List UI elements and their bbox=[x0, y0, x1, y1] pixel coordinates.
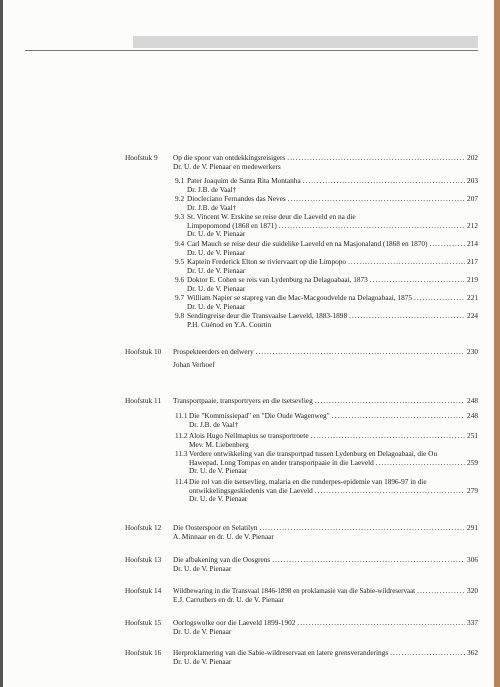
section-entry bbox=[175, 240, 478, 257]
section-title: Doktor E. Cohen se reis van Lydenburg na Delagoabaai, 1873 bbox=[187, 275, 368, 284]
section-number: 9.5 bbox=[175, 257, 185, 266]
section-title: Kaptein Frederick Elton se riviervaart op die Limpopo bbox=[187, 257, 347, 266]
chapter-title: Op die spoor van ontdekkingsreisigers bbox=[173, 153, 286, 162]
section-number: 9.8 bbox=[175, 311, 185, 320]
section-title-continued: ontwikkelingsgeskiedenis van die Laeveld bbox=[189, 485, 313, 495]
section-number: 9.2 bbox=[175, 194, 185, 203]
chapter-author: Johan Verhoef bbox=[173, 359, 215, 369]
section-title: Sendingreise deur die Transvaalse Laeveld, 1883-1898 bbox=[187, 311, 348, 320]
chapter-entry bbox=[173, 649, 478, 666]
section-entry bbox=[175, 478, 478, 504]
section-entry bbox=[175, 312, 478, 329]
chapter-author: A. Minnaar en dr. U. de V. Pienaar bbox=[173, 531, 274, 541]
section-author: Dr. U. de V. Pienaar bbox=[189, 494, 248, 504]
chapter-author: Dr. U. de V. Pienaar bbox=[173, 626, 232, 636]
page-number: 306 bbox=[467, 555, 478, 564]
chapter-label: Hoofstuk 13 bbox=[125, 555, 162, 564]
chapter-label: Hoofstuk 12 bbox=[125, 523, 162, 532]
chapter-label: Hoofstuk 10 bbox=[125, 347, 162, 356]
section-entry bbox=[175, 258, 478, 275]
section-number: 11.2 bbox=[175, 431, 188, 440]
page-number: 221 bbox=[467, 293, 478, 302]
section-author: Dr. U. de V. Pienaar bbox=[189, 466, 248, 476]
section-author: Dr. U. de V. Pienaar bbox=[187, 229, 246, 239]
section-title: Carl Mauch se reise deur die suidelike Laeveld en na Masjonaland (1868 en 1870) bbox=[187, 239, 428, 248]
section-title: Die rol van die tsetsevlieg, malaria en die runderpes-epidemie van 1896-97 in die bbox=[189, 477, 427, 486]
section-number: 11.1 bbox=[175, 411, 188, 420]
section-number: 9.1 bbox=[175, 176, 185, 185]
section-title: Die "Kommissiepad" en "Die Oude Wagenweg" bbox=[189, 411, 330, 420]
section-title: St. Vincent W. Erskine se reise deur die Laeveld en na die bbox=[187, 212, 356, 221]
page-number: 217 bbox=[467, 257, 478, 266]
page-number: 291 bbox=[467, 523, 478, 532]
section-title: Alois Hugo Nellmapius se transportroete bbox=[189, 431, 309, 440]
chapter-label: Hoofstuk 16 bbox=[125, 648, 162, 657]
section-entry bbox=[175, 294, 478, 311]
chapter-label: Hoofstuk 9 bbox=[125, 153, 158, 162]
chapter-entry bbox=[173, 619, 478, 636]
page-number: 219 bbox=[467, 275, 478, 284]
section-title-continued: Hawepad, Long Tompas en ander transportpaaie in die Laeveld bbox=[189, 457, 374, 467]
chapter-author: E.J. Carruthers en dr. U. de V. Pienaar bbox=[173, 594, 284, 604]
section-entry bbox=[175, 412, 478, 429]
chapter-entry bbox=[173, 397, 478, 406]
table-of-contents bbox=[3, 0, 494, 687]
section-author: Dr. U. de V. Pienaar bbox=[187, 247, 246, 257]
section-entry bbox=[175, 195, 478, 212]
page-number: 212 bbox=[467, 220, 478, 230]
chapter-entry bbox=[173, 587, 478, 604]
chapter-title: Die afbakening van die Oosgrens bbox=[173, 555, 271, 564]
page-number: 214 bbox=[467, 239, 478, 248]
chapter-entry bbox=[173, 524, 478, 541]
chapter-entry bbox=[173, 556, 478, 573]
section-number: 9.7 bbox=[175, 293, 185, 302]
page-number: 230 bbox=[467, 347, 478, 356]
chapter-author: Dr. U. de V. Pienaar en medewerkers bbox=[173, 161, 281, 171]
page-number: 224 bbox=[467, 311, 478, 320]
page-number: 362 bbox=[467, 648, 478, 657]
section-entry bbox=[175, 213, 478, 239]
chapter-label: Hoofstuk 14 bbox=[125, 586, 162, 595]
chapter-title: Herproklamering van die Sabie-wildreservaat en latere grensveranderings bbox=[173, 648, 389, 657]
section-author: Dr. J.B. de Vaal† bbox=[187, 202, 237, 212]
book-page bbox=[3, 0, 494, 687]
chapter-label: Hoofstuk 11 bbox=[125, 396, 162, 405]
chapter-title: Wildbewaring in die Transvaal 1846-1898 en proklamasie van die Sabie-wildreservaat bbox=[173, 587, 416, 595]
chapter-author: Dr. U. de V. Pienaar bbox=[173, 563, 232, 573]
chapter-title: Die Oosterspoor en Selatilyn bbox=[173, 523, 258, 532]
section-author: Dr. U. de V. Pienaar bbox=[187, 283, 246, 293]
section-entry bbox=[175, 450, 478, 476]
section-number: 9.3 bbox=[175, 212, 185, 221]
section-number: 11.4 bbox=[175, 477, 188, 486]
chapter-author: Dr. U. de V. Pienaar bbox=[173, 656, 232, 666]
section-title: Diocleciano Fernandes das Neves bbox=[187, 194, 286, 203]
section-author: Mev. M. Liebenberg bbox=[189, 439, 249, 449]
section-entry bbox=[175, 177, 478, 194]
section-author: Dr. U. de V. Pienaar bbox=[187, 301, 246, 311]
section-title: Pater Joaquim de Santa Rita Montanha bbox=[187, 176, 301, 185]
page-number: 203 bbox=[467, 176, 478, 185]
section-author: Dr. U. de V. Pienaar bbox=[187, 265, 246, 275]
page-number: 337 bbox=[467, 618, 478, 627]
section-title: William Napier se stapreg van die Mac-Macgoudvelde na Delagoabaai, 1875 bbox=[187, 293, 413, 302]
section-entry bbox=[175, 276, 478, 293]
page-number: 320 bbox=[467, 586, 478, 595]
section-number: 9.6 bbox=[175, 275, 185, 284]
section-author: Dr. J.B. de Vaal† bbox=[189, 419, 239, 429]
chapter-title: Oorlogswolke oor die Laeveld 1899-1902 bbox=[173, 618, 296, 627]
chapter-entry bbox=[173, 154, 478, 171]
chapter-label: Hoofstuk 15 bbox=[125, 618, 162, 627]
section-number: 11.3 bbox=[175, 449, 188, 458]
page-number: 259 bbox=[467, 457, 478, 467]
section-entry bbox=[175, 432, 478, 449]
page-number: 251 bbox=[467, 431, 478, 440]
page-number: 279 bbox=[467, 485, 478, 495]
section-author: Dr. J.B. de Vaal† bbox=[187, 184, 237, 194]
chapter-title: Prospekteerders en delwery bbox=[173, 347, 254, 356]
page-number: 207 bbox=[467, 194, 478, 203]
scan-right-edge bbox=[494, 0, 500, 687]
chapter-title: Transportpaaie, transportryers en die tsetsevlieg bbox=[173, 396, 313, 405]
section-title: Verdere ontwikkeling van die transportpad tussen Lydenburg en Delagoabaai, die Ou bbox=[189, 449, 438, 458]
section-author: P.H. Cuénod en Y.A. Courtin bbox=[187, 319, 272, 329]
page-number: 248 bbox=[467, 411, 478, 420]
chapter-entry bbox=[173, 348, 478, 369]
page-number: 202 bbox=[467, 153, 478, 162]
section-number: 9.4 bbox=[175, 239, 185, 248]
section-title-continued: Limpopomond (1868 en 1871) bbox=[187, 220, 277, 230]
page-number: 248 bbox=[467, 396, 478, 405]
